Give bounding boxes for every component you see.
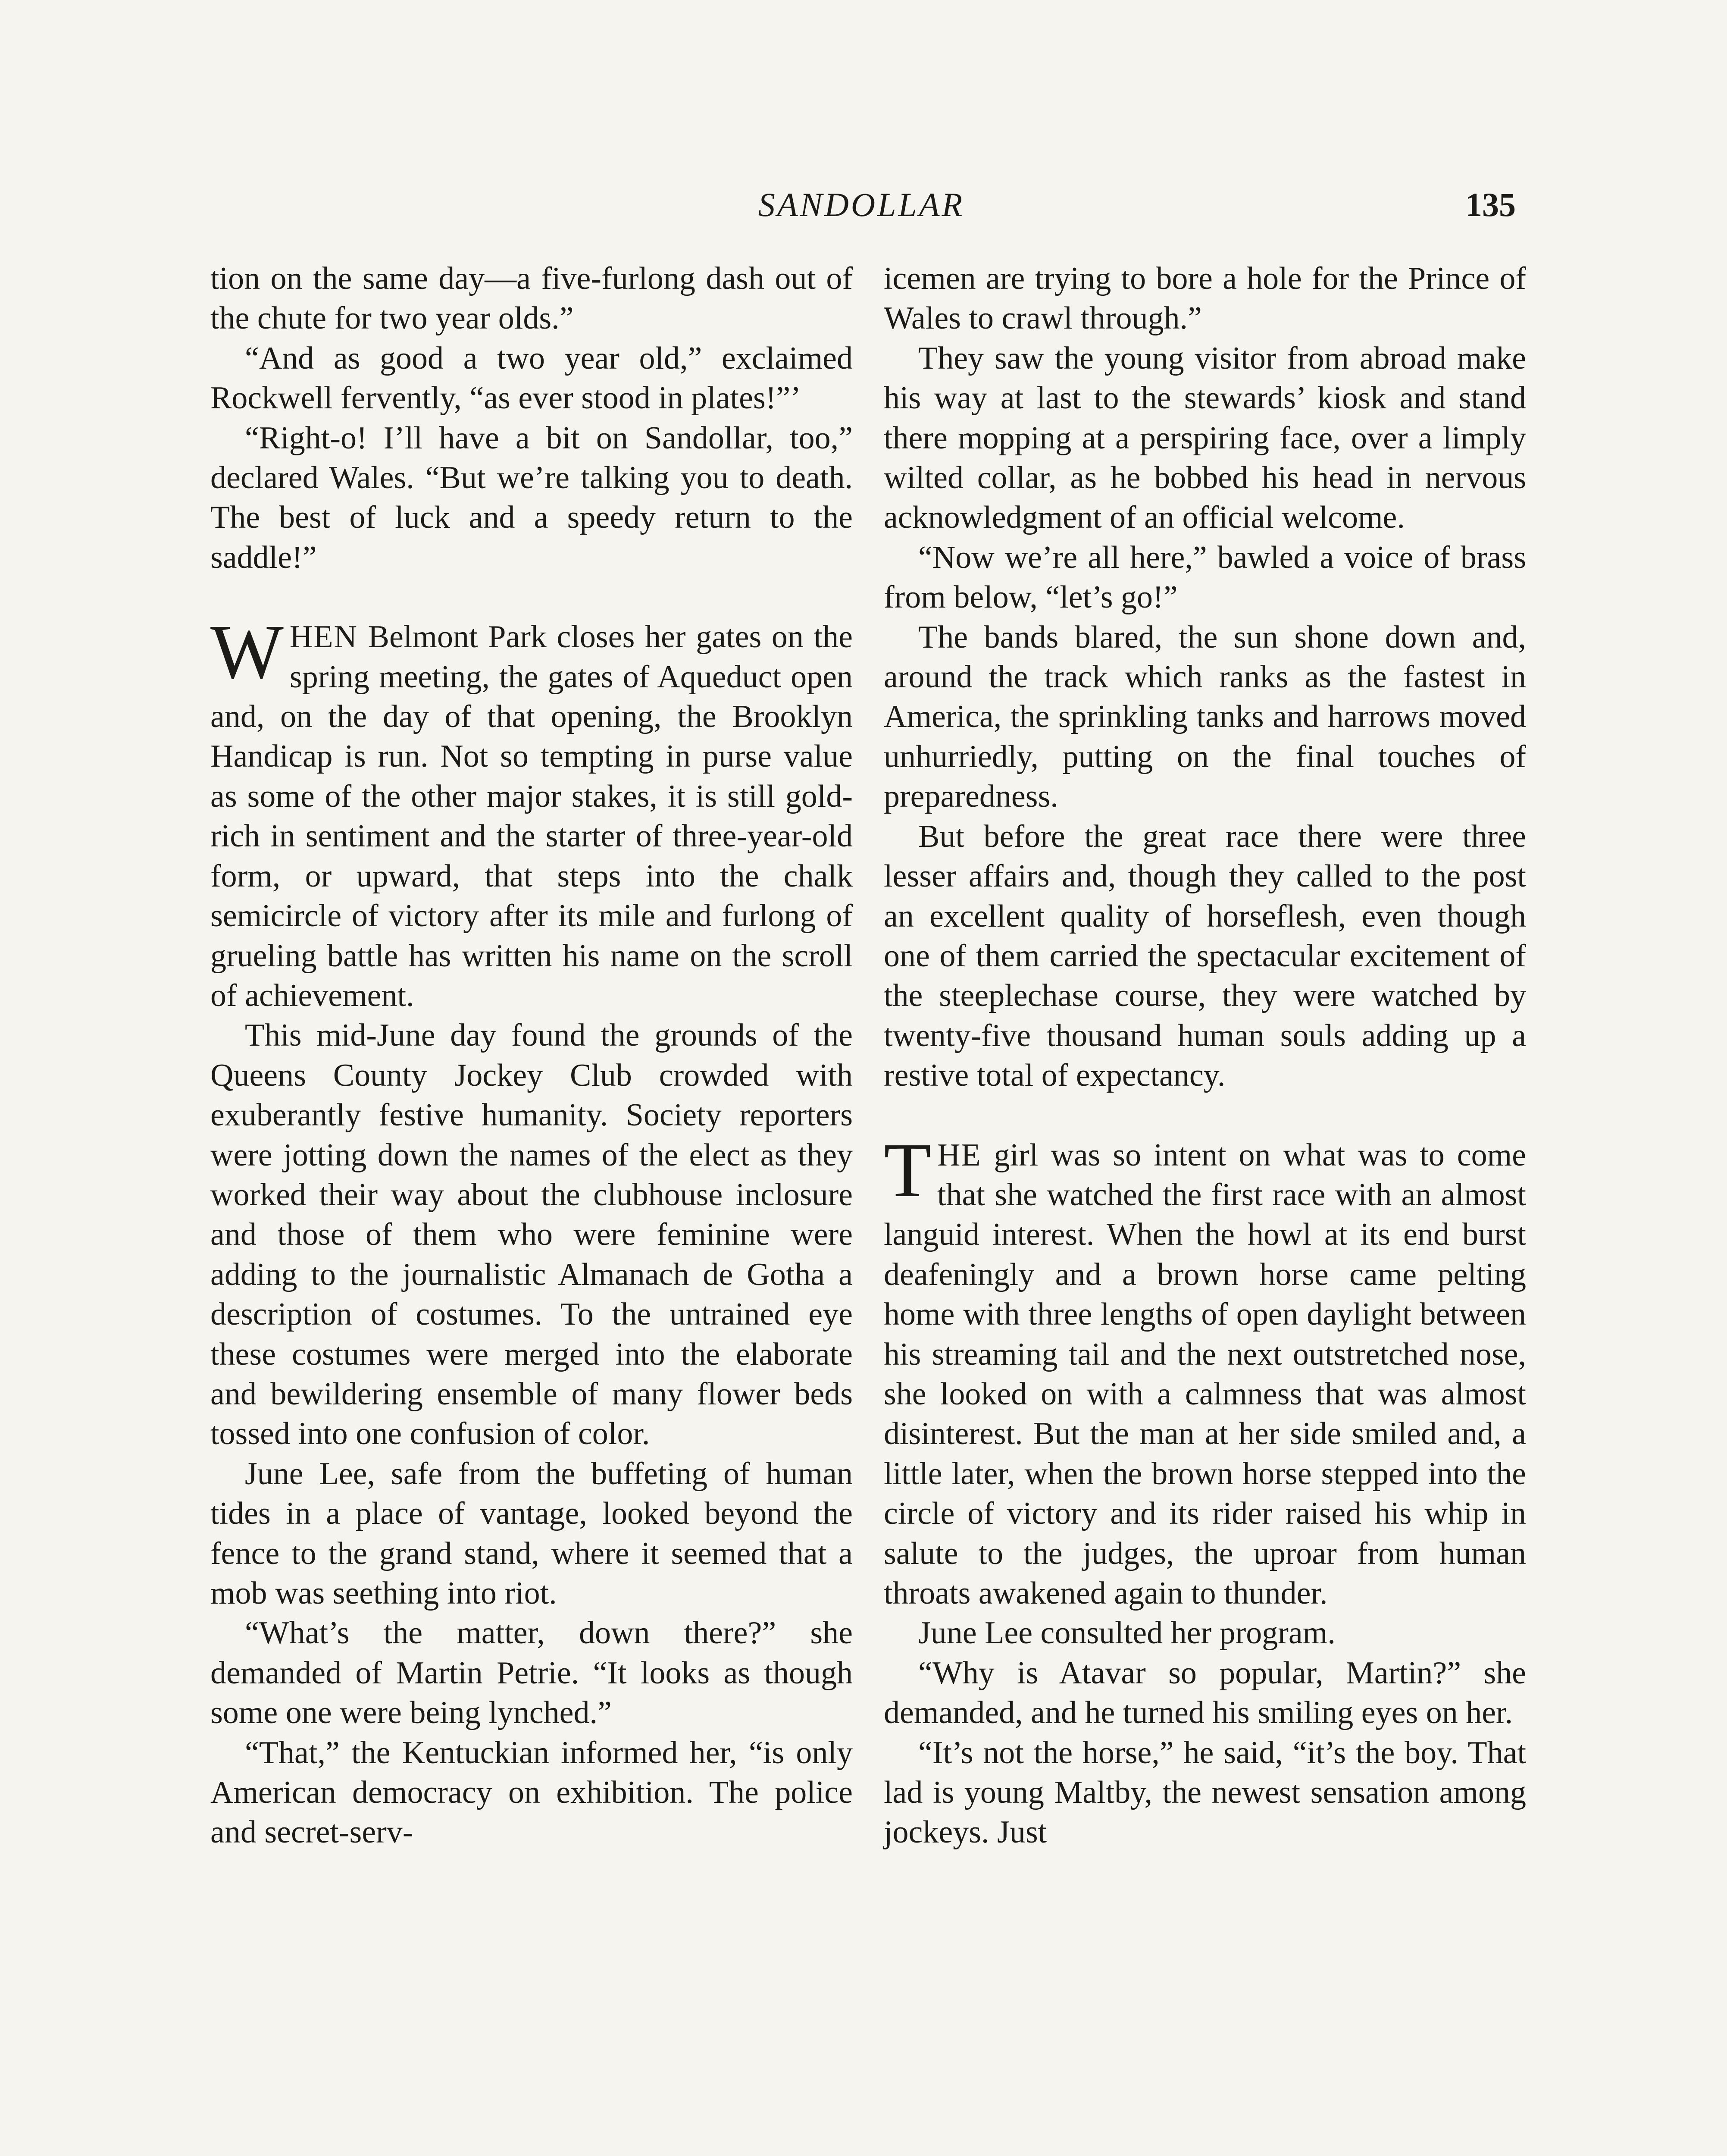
small-caps-lead: HE [937, 1137, 982, 1173]
paragraph-text: Belmont Park closes her gates on the spring meeting, the gates of Aqueduct open and, on the day of that opening, the Brooklyn Handicap is run. Not so tempting in purse value as some of the other major stakes, it is still gold-rich in sentiment and the starter of three-year-old form, or upward, that steps into the chalk semicircle of victory after its mile and furlong of grueling battle has written his name on the scroll of achievement. [210, 619, 853, 1013]
paragraph: “It’s not the horse,” he said, “it’s the boy. That lad is young Maltby, the newest sensation among jockeys. Just [884, 1735, 1526, 1850]
left-column [210, 259, 853, 1852]
paragraph: “Now we’re all here,” bawled a voice of brass from below, “let’s go!” [884, 539, 1526, 615]
section-opening-paragraph [210, 609, 853, 1015]
paragraph: tion on the same day—a five-furlong dash out of the chute for two year olds.” [210, 261, 853, 336]
running-head: SANDOLLAR [758, 186, 965, 223]
small-caps-lead: HEN [289, 619, 358, 655]
drop-cap: W [210, 609, 284, 695]
paragraph: “Right-o! I’ll have a bit on Sandollar, too,” declared Wales. “But we’re talking you to death. The best of luck and a speedy return to the saddle!” [210, 420, 853, 575]
section-break [884, 1096, 1526, 1135]
paragraph: June Lee consulted her program. [918, 1615, 1336, 1651]
paragraph: “What’s the matter, down there?” she demanded of Martin Petrie. “It looks as though some one were being lynched.” [210, 1615, 853, 1731]
paragraph: “That,” the Kentuckian informed her, “is only American democracy on exhibition. The police and secret-serv- [210, 1735, 853, 1850]
page-header [207, 181, 1516, 229]
paragraph: The bands blared, the sun shone down and, around the track which ranks as the fastest in America, the sprinkling tanks and harrows moved unhurriedly, putting on the final touches of preparedness. [884, 619, 1526, 815]
paragraph: icemen are trying to bore a hole for the Prince of Wales to crawl through.” [884, 261, 1526, 336]
section-opening-paragraph [884, 1127, 1526, 1614]
paragraph: June Lee, safe from the buffeting of human tides in a place of vantage, looked beyond the fence to the grand stand, where it seemed that a mob was seething into riot. [210, 1456, 853, 1611]
paragraph-text: girl was so intent on what was to come that she watched the first race with an almost languid interest. When the howl at its end burst deafeningly and a brown horse came pelting home with three lengths of open daylight between his streaming tail and the next outstretched nose, she looked on with a calmness that was almost disinterest. But the man at her side smiled and, a little later, when the brown horse stepped into the circle of victory and its rider raised his whip in salute to the judges, the uproar from human throats awakened again to thunder. [884, 1137, 1526, 1611]
right-column [884, 259, 1526, 1852]
paragraph: They saw the young visitor from abroad make his way at last to the stewards’ kiosk and stand there mopping at a perspiring face, over a limply wilted collar, as he bobbed his head in nervous acknowledgment of an official welcome. [884, 340, 1526, 536]
paragraph: “Why is Atavar so popular, Martin?” she demanded, and he turned his smiling eyes on her. [884, 1655, 1526, 1731]
section-break [210, 577, 853, 617]
page-number: 135 [1465, 186, 1516, 223]
drop-cap: T [884, 1127, 931, 1213]
paragraph: This mid-June day found the grounds of the Queens County Jockey Club crowded with exuberantly festive humanity. Society reporters were jotting down the names of the elect as they worked their way about the clubhouse inclosure and those of them who were feminine were adding to the journalistic Almanach de Gotha a description of costumes. To the untrained eye these costumes were merged into the elaborate and bewildering ensemble of many flower beds tossed into one confusion of color. [210, 1018, 853, 1452]
paragraph: “And as good a two year old,” exclaimed Rockwell fervently, “as ever stood in plates!”’ [210, 340, 853, 416]
paragraph: But before the great race there were three lesser affairs and, though they called to the post an excellent quality of horseflesh, even though one of them carried the spectacular excitement of the steeplechase course, they were watched by twenty-five thousand human souls adding up a restive total of expectancy. [884, 818, 1526, 1094]
